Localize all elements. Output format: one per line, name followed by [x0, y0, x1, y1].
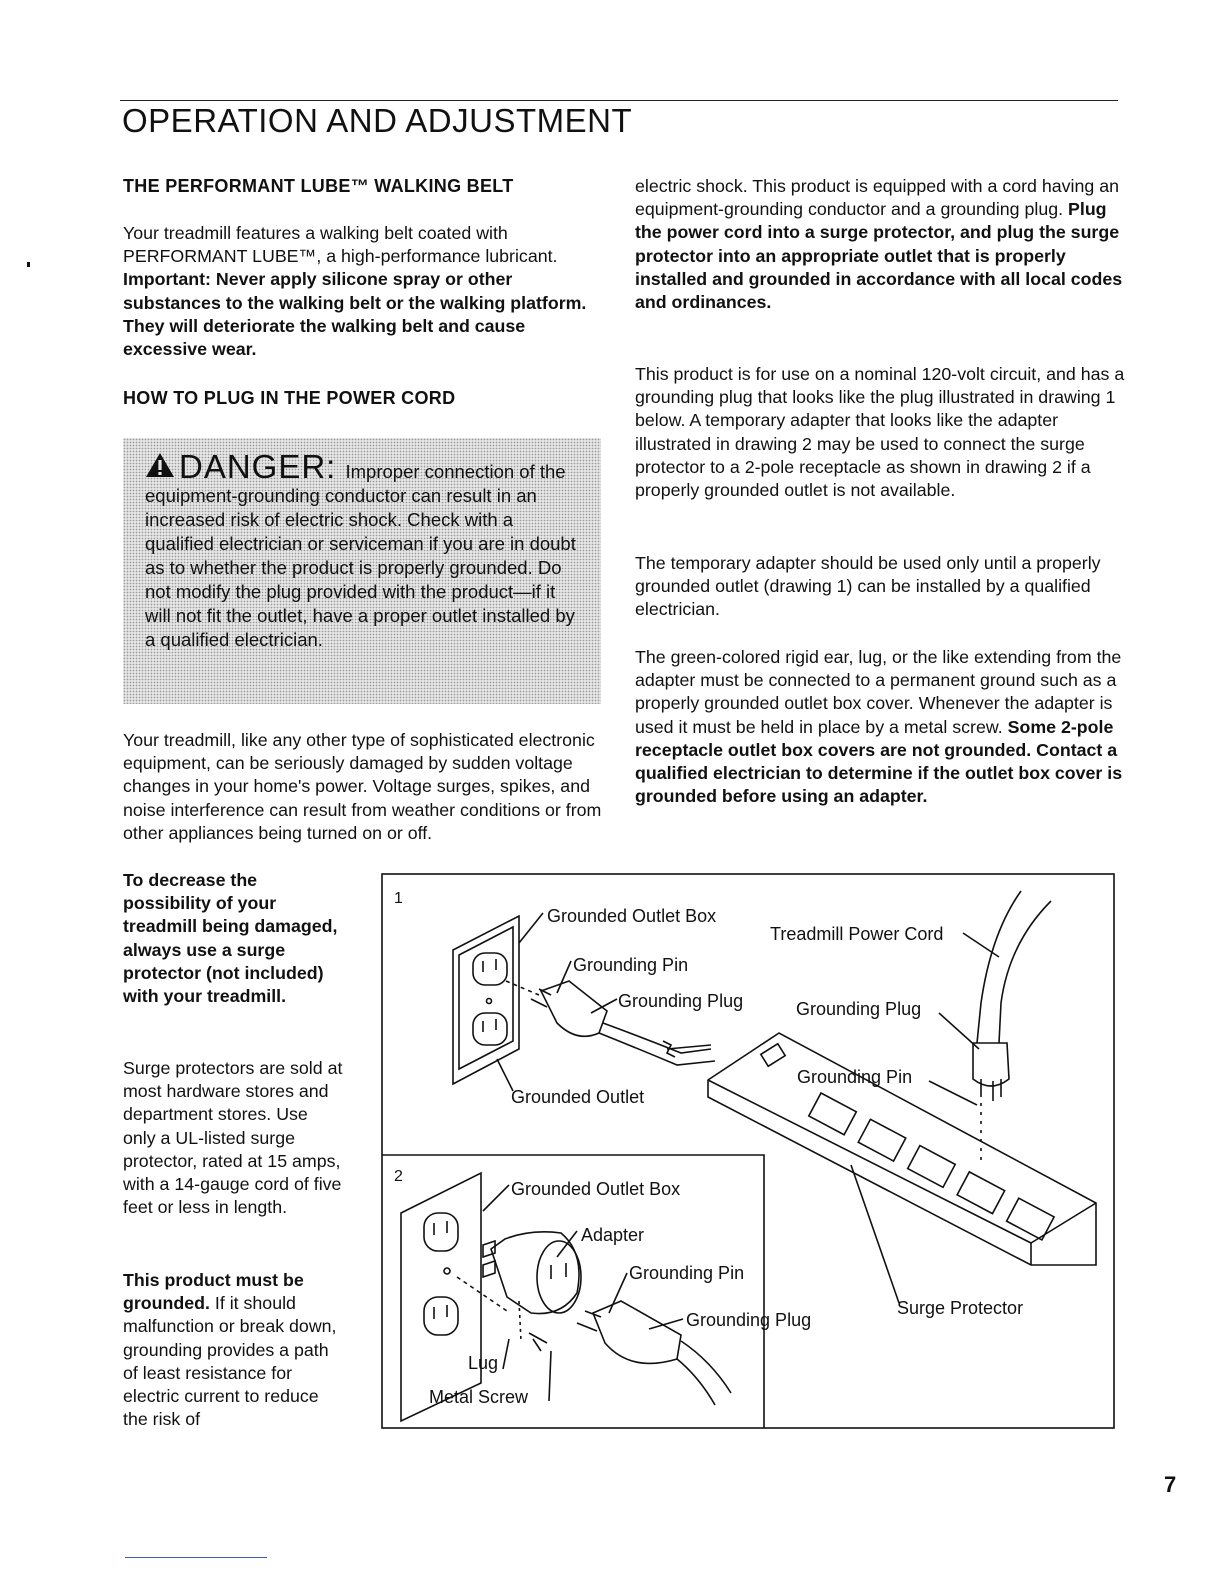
treadmill-cord	[973, 891, 1051, 1163]
green-bold: Some 2-pole receptacle outlet box covers are not grounded. Contact a qualified electrician to determine if the outlet box cover is grounded before using an adapter.	[635, 716, 1123, 807]
temporary-paragraph: The temporary adapter should be used only until a properly grounded outlet (drawing 1) can be installed by a qualified electrician.	[635, 553, 1101, 620]
danger-text-block	[145, 448, 585, 652]
plug-heading: HOW TO PLUG IN THE POWER CORD	[123, 388, 456, 408]
outlet-plate-2	[401, 1173, 481, 1421]
lube-text: Your treadmill features a walking belt coated with PERFORMANT LUBE™, a high-performance lubricant.	[123, 223, 558, 267]
label-lug: Lug	[468, 1353, 499, 1373]
label-grounding-pin-1: Grounding Pin	[573, 955, 689, 975]
surge-intro: Your treadmill, like any other type of sophisticated electronic equipment, can be seriously damaged by sudden voltage changes in your home's power. Voltage surges, spikes, and noise interference can result from weather conditions or from other appliances being turned on or off.	[123, 730, 602, 843]
label-grounded-outlet-box-1: Grounded Outlet Box	[547, 906, 717, 926]
label-grounding-plug-2: Grounding Plug	[686, 1310, 812, 1330]
surge-bold: To decrease the possibility of your treadmill being damaged, always use a surge protector (not included) with your treadmill.	[123, 870, 338, 1007]
label-grounding-pin-cord: Grounding Pin	[797, 1067, 913, 1087]
lube-paragraph	[123, 222, 613, 361]
warning-triangle-icon	[145, 452, 175, 478]
outlet-plate-1	[453, 916, 519, 1084]
drawing2-number: 2	[394, 1168, 403, 1185]
danger-title	[145, 448, 337, 485]
grounded-text: If it should malfunction or break down, grounding provides a path of least resistance for electric current to reduce the risk of	[123, 1293, 337, 1430]
green-text: The green-colored rigid ear, lug, or the like extending from the adapter must be connected to a permanent ground such as a properly grounded outlet box cover. Whenever the adapter is used it must be held in place by a metal screw.	[635, 647, 1122, 737]
bottom-line	[125, 1557, 267, 1558]
label-metal-screw: Metal Screw	[429, 1387, 529, 1407]
green-paragraph	[635, 646, 1125, 808]
stray-mark	[27, 262, 30, 267]
danger-message: Improper connection of the equipment-grounding conductor can result in an increased risk of electric shock. Check with a qualified electrician or serviceman if you are in doubt as to whether the product is properly grounded. Do not modify the plug provided with the product—if it will not fit the outlet, have a proper outlet installed by a qualified electrician.	[145, 461, 576, 650]
drawing1-number: 1	[394, 890, 403, 907]
danger-box	[123, 438, 601, 704]
surge-bold-paragraph	[123, 869, 338, 1008]
label-grounding-plug-cord: Grounding Plug	[796, 999, 922, 1019]
grounded-continued	[635, 175, 1125, 314]
label-grounded-outlet: Grounded Outlet	[511, 1087, 645, 1107]
label-grounding-pin-2: Grounding Pin	[629, 1263, 745, 1283]
top-rule	[120, 100, 1118, 101]
label-adapter: Adapter	[581, 1225, 645, 1245]
diagram-frame	[382, 874, 1114, 1428]
nominal-paragraph: This product is for use on a nominal 120-volt circuit, and has a grounding plug that looks like the plug illustrated in drawing 1 below. A temporary adapter that looks like the adapter illustrated in drawing 2 may be used to connect the surge protector to a 2-pole receptacle as shown in drawing 2 if a properly grounded outlet is not available.	[635, 364, 1125, 501]
grounded-continued-text: electric shock. This product is equipped with a cord having an equipment-grounding conductor and a grounding plug.	[635, 176, 1119, 220]
wiring-diagram	[381, 873, 1115, 1429]
lube-important: Important: Never apply silicone spray or other substances to the walking belt or the walking platform. They will deteriorate the walking belt and cause excessive wear.	[123, 269, 587, 360]
label-grounding-plug-1: Grounding Plug	[618, 991, 744, 1011]
page-title: OPERATION AND ADJUSTMENT	[122, 102, 633, 139]
grounded-bold: This product must be grounded.	[123, 1270, 304, 1314]
surge-sold: Surge protectors are sold at most hardware stores and department stores. Use only a UL-listed surge protector, rated at 15 amps, with a 14-gauge cord of five feet or less in length.	[123, 1058, 343, 1218]
label-grounded-outlet-box-2: Grounded Outlet Box	[511, 1179, 681, 1199]
danger-label: DANGER:	[179, 448, 337, 485]
grounded-bold-2: Plug the power cord into a surge protector, and plug the surge protector into an appropriate outlet that is properly installed and grounded in accordance with all local codes and ordinances.	[635, 199, 1123, 313]
label-treadmill-power-cord: Treadmill Power Cord	[770, 924, 944, 944]
page-number: 7	[1164, 1472, 1177, 1497]
label-surge-protector: Surge Protector	[897, 1298, 1024, 1318]
grounded-paragraph	[123, 1269, 348, 1431]
lube-heading: THE PERFORMANT LUBE™ WALKING BELT	[123, 176, 514, 196]
